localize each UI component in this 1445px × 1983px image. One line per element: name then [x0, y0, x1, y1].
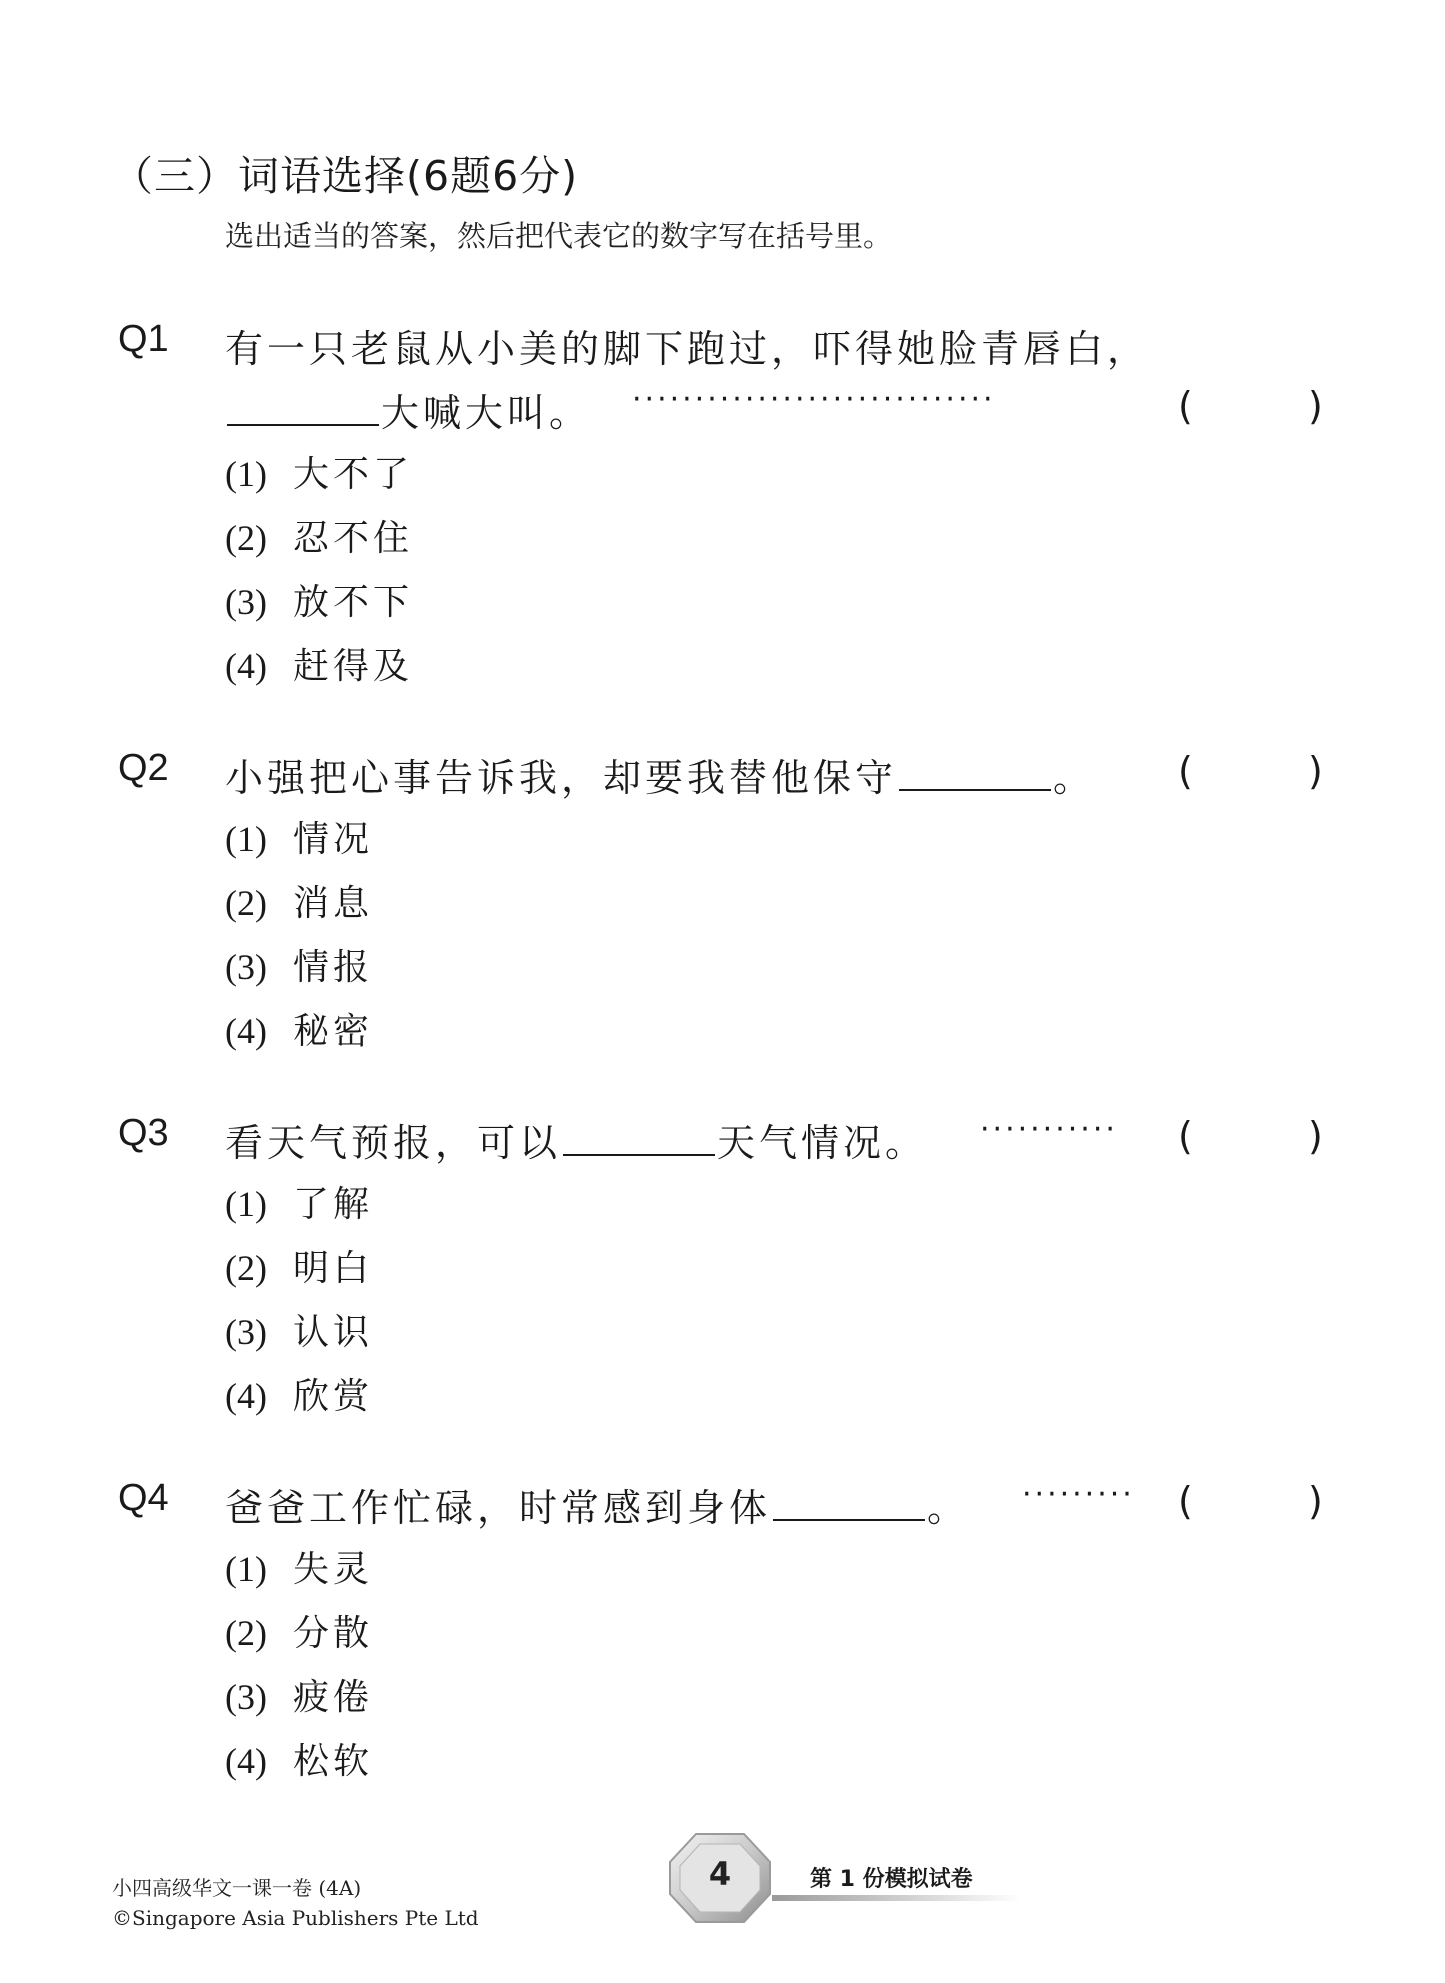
answer-blank: [563, 1120, 715, 1156]
option-text: 赶得及: [293, 646, 414, 687]
option-number: (2): [225, 1248, 267, 1288]
option-number: (1): [225, 819, 267, 859]
option-2: [225, 875, 373, 926]
option-text: 秘密: [293, 1011, 374, 1052]
option-text: 情报: [293, 947, 374, 988]
leader-dots: ·····························: [632, 382, 996, 417]
question-number: Q3: [118, 1112, 169, 1154]
option-1: [225, 811, 373, 862]
question-text: [225, 1112, 927, 1167]
question-text: [225, 1477, 969, 1532]
question-text-before-blank: 小强把心事告诉我，却要我替他保守: [225, 756, 898, 800]
footer-paper-label: 第 1 份模拟试卷: [810, 1867, 973, 1892]
option-text: 分散: [293, 1613, 374, 1654]
option-1: [225, 446, 413, 497]
question-text-after-blank: 大喊大叫。: [381, 391, 592, 435]
answer-paren-close: ): [1308, 749, 1323, 793]
option-number: (3): [225, 1677, 267, 1717]
option-3: [225, 1304, 373, 1355]
question-text: [225, 318, 1149, 373]
option-number: (4): [225, 1376, 267, 1416]
question-text-before-blank: 爸爸工作忙碌，时常感到身体: [225, 1486, 772, 1530]
option-text: 放不下: [293, 582, 414, 623]
question-number: Q1: [118, 318, 169, 360]
option-number: (1): [225, 1549, 267, 1589]
answer-paren-close: ): [1308, 1114, 1323, 1158]
option-text: 松软: [293, 1741, 374, 1782]
option-2: [225, 1605, 373, 1656]
question-text-line1: 有一只老鼠从小美的脚下跑过，吓得她脸青唇白，: [225, 327, 1150, 371]
option-1: [225, 1176, 373, 1227]
option-4: [225, 1733, 373, 1784]
footer-divider-bar: [772, 1893, 1022, 1903]
option-number: (2): [225, 518, 267, 558]
option-number: (1): [225, 454, 267, 494]
option-text: 了解: [293, 1184, 374, 1225]
footer-copyright: ©Singapore Asia Publishers Pte Ltd: [112, 1906, 479, 1930]
option-4: [225, 638, 413, 689]
question-text: [225, 747, 1095, 802]
option-3: [225, 574, 413, 625]
answer-paren-open: (: [1178, 1114, 1193, 1158]
option-number: (4): [225, 1011, 267, 1051]
answer-paren-open: (: [1178, 384, 1193, 428]
leader-dots: ·········: [1022, 1477, 1135, 1512]
option-2: [225, 1240, 373, 1291]
answer-blank: [227, 390, 379, 426]
question-text-line2: [225, 382, 591, 437]
option-text: 忍不住: [293, 518, 414, 559]
option-text: 认识: [293, 1312, 374, 1353]
option-1: [225, 1541, 373, 1592]
answer-paren-close: ): [1308, 1479, 1323, 1523]
option-3: [225, 1669, 373, 1720]
footer-book-title: 小四高级华文一课一卷 (4A): [112, 1876, 362, 1900]
page-number: 4: [708, 1855, 732, 1893]
option-text: 失灵: [293, 1549, 374, 1590]
question-number: Q4: [118, 1477, 169, 1519]
option-number: (3): [225, 1312, 267, 1352]
option-text: 大不了: [293, 454, 414, 495]
option-number: (4): [225, 1741, 267, 1781]
option-number: (1): [225, 1184, 267, 1224]
option-number: (4): [225, 646, 267, 686]
option-text: 疲倦: [293, 1677, 374, 1718]
answer-blank: [899, 755, 1051, 791]
answer-paren-open: (: [1178, 749, 1193, 793]
question-text-after-blank: 。: [1053, 756, 1096, 800]
option-2: [225, 510, 413, 561]
option-text: 明白: [293, 1248, 374, 1289]
option-3: [225, 939, 373, 990]
question-number: Q2: [118, 747, 169, 789]
option-4: [225, 1368, 373, 1419]
option-text: 消息: [293, 883, 374, 924]
section-title: （三）词语选择(6题6分): [112, 152, 579, 200]
option-text: 欣赏: [293, 1376, 374, 1417]
section-instruction: 选出适当的答案，然后把代表它的数字写在括号里。: [225, 219, 893, 253]
leader-dots: ···········: [980, 1112, 1118, 1147]
option-4: [225, 1003, 373, 1054]
option-number: (2): [225, 883, 267, 923]
option-number: (3): [225, 582, 267, 622]
answer-paren-open: (: [1178, 1479, 1193, 1523]
question-text-after-blank: 天气情况。: [717, 1121, 928, 1165]
question-text-after-blank: 。: [927, 1486, 970, 1530]
option-text: 情况: [293, 819, 374, 860]
answer-blank: [773, 1485, 925, 1521]
option-number: (2): [225, 1613, 267, 1653]
footer-book-info: [112, 1873, 479, 1933]
answer-paren-close: ): [1308, 384, 1323, 428]
option-number: (3): [225, 947, 267, 987]
question-text-before-blank: 看天气预报，可以: [225, 1121, 562, 1165]
